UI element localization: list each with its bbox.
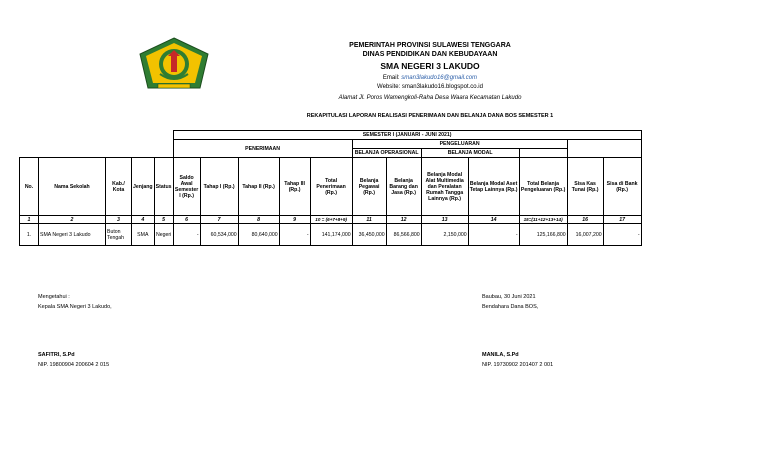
- report-title: REKAPITULASI LAPORAN REALISASI PENERIMAAN DAN BELANJA DANA BOS SEMESTER 1: [306, 113, 554, 119]
- cell-kab-kota: Buton Tengah: [106, 224, 132, 246]
- index-cell: 9: [279, 216, 310, 224]
- table-row: [20, 224, 642, 246]
- penerimaan-header: PENERIMAAN: [173, 140, 352, 158]
- cell-status: Negeri: [154, 224, 173, 246]
- sig-left-known: Mengetahui :: [38, 294, 70, 300]
- cell-no: 1.: [20, 224, 39, 246]
- cell-sisa-kas: 16,007,200: [567, 224, 603, 246]
- col-belanja-pegawai: Belanja Pegawai (Rp.): [352, 158, 386, 216]
- sig-left-nip: NIP. 19800904 200604 2 015: [38, 362, 110, 368]
- email-label: Email:: [382, 75, 400, 81]
- cell-tahap2: 80,640,000: [238, 224, 279, 246]
- semester-header: SEMESTER I (JANUARI - JUNI 2021): [173, 131, 641, 140]
- index-cell: 16: [567, 216, 603, 224]
- index-cell: 8: [238, 216, 279, 224]
- col-belanja-modal-alat: Belanja Modal Alat Multimedia dan Peralatan Rumah Tangga Lainnya (Rp.): [421, 158, 468, 216]
- report-table: [19, 130, 642, 246]
- col-tahap2: Tahap II (Rp.): [238, 158, 279, 216]
- cell-tahap1: 60,534,000: [200, 224, 238, 246]
- sig-right-role: Bendahara Dana BOS,: [482, 304, 539, 310]
- col-saldo-awal: Saldo Awal Semester I (Rp.): [173, 158, 200, 216]
- belanja-operasional-header: BELANJA OPERASIONAL: [352, 149, 421, 158]
- cell-total-belanja: 125,166,800: [519, 224, 567, 246]
- index-cell: 12: [386, 216, 421, 224]
- index-cell: 4: [132, 216, 155, 224]
- cell-belanja-pegawai: 36,450,000: [352, 224, 386, 246]
- col-tahap3: Tahap III (Rp.): [279, 158, 310, 216]
- col-belanja-barang: Belanja Barang dan Jasa (Rp.): [386, 158, 421, 216]
- sig-left-role: Kepala SMA Negeri 3 Lakudo,: [38, 304, 112, 310]
- header-province: PEMERINTAH PROVINSI SULAWESI TENGGARA: [349, 42, 511, 49]
- email-link[interactable]: sman3lakudo16@gmail.com: [401, 75, 478, 81]
- index-cell: 11: [352, 216, 386, 224]
- col-sisa-kas: Sisa Kas Tunai (Rp.): [567, 158, 603, 216]
- sig-left-name: SAFITRI, S.Pd: [38, 352, 75, 358]
- index-cell: 7: [200, 216, 238, 224]
- index-cell: 14: [468, 216, 519, 224]
- cell-belanja-barang: 86,566,800: [386, 224, 421, 246]
- index-row: [20, 216, 642, 224]
- cell-saldo-awal: -: [173, 224, 200, 246]
- col-kab-kota: Kab./ Kota: [106, 158, 132, 216]
- cell-belanja-modal-aset: -: [468, 224, 519, 246]
- header-agency: DINAS PENDIDIKAN DAN KEBUDAYAAN: [362, 51, 498, 58]
- header-school: SMA NEGERI 3 LAKUDO: [380, 61, 480, 71]
- sig-right-nip: NIP. 19730902 201407 2 001: [482, 362, 554, 368]
- header-website[interactable]: Website: sman3lakudo16.blogspot.co.id: [377, 84, 483, 90]
- col-sisa-bank: Sisa di Bank (Rp.): [603, 158, 641, 216]
- col-belanja-modal-aset: Belanja Modal Aset Tetap Lainnya (Rp.): [468, 158, 519, 216]
- sig-right-name: MANILA, S.Pd: [482, 352, 519, 358]
- index-cell: 13: [421, 216, 468, 224]
- index-cell: 1: [20, 216, 39, 224]
- pengeluaran-header: PENGELUARAN: [352, 140, 567, 149]
- cell-belanja-modal-alat: 2,150,000: [421, 224, 468, 246]
- cell-jenjang: SMA: [132, 224, 155, 246]
- index-cell: 10 = (6+7+8+9): [310, 216, 352, 224]
- cell-total-penerimaan: 141,174,000: [310, 224, 352, 246]
- index-cell: 15=(11+12+13+14): [519, 216, 567, 224]
- index-cell: 6: [173, 216, 200, 224]
- index-cell: 3: [106, 216, 132, 224]
- col-total-penerimaan: Total Penerimaan (Rp.): [310, 158, 352, 216]
- index-cell: 5: [154, 216, 173, 224]
- header-address: Alamat Jl. Poros Wamengkoli-Raha Desa Waara Kecamatan Lakudo: [338, 95, 522, 101]
- header-email: [180, 75, 680, 81]
- col-status: Status: [154, 158, 173, 216]
- belanja-modal-header: BELANJA MODAL: [421, 149, 519, 158]
- col-tahap1: Tahap I (Rp.): [200, 158, 238, 216]
- index-cell: 2: [39, 216, 106, 224]
- cell-nama-sekolah: SMA Negeri 3 Lakudo: [39, 224, 106, 246]
- index-cell: 17: [603, 216, 641, 224]
- col-jenjang: Jenjang: [132, 158, 155, 216]
- col-nama-sekolah: Nama Sekolah: [39, 158, 106, 216]
- cell-sisa-bank: -: [603, 224, 641, 246]
- col-total-belanja: Total Belanja Pengeluaran (Rp.): [519, 158, 567, 216]
- sig-right-place-date: Baubau, 30 Juni 2021: [482, 294, 536, 300]
- cell-tahap3: -: [279, 224, 310, 246]
- col-no: No.: [20, 158, 39, 216]
